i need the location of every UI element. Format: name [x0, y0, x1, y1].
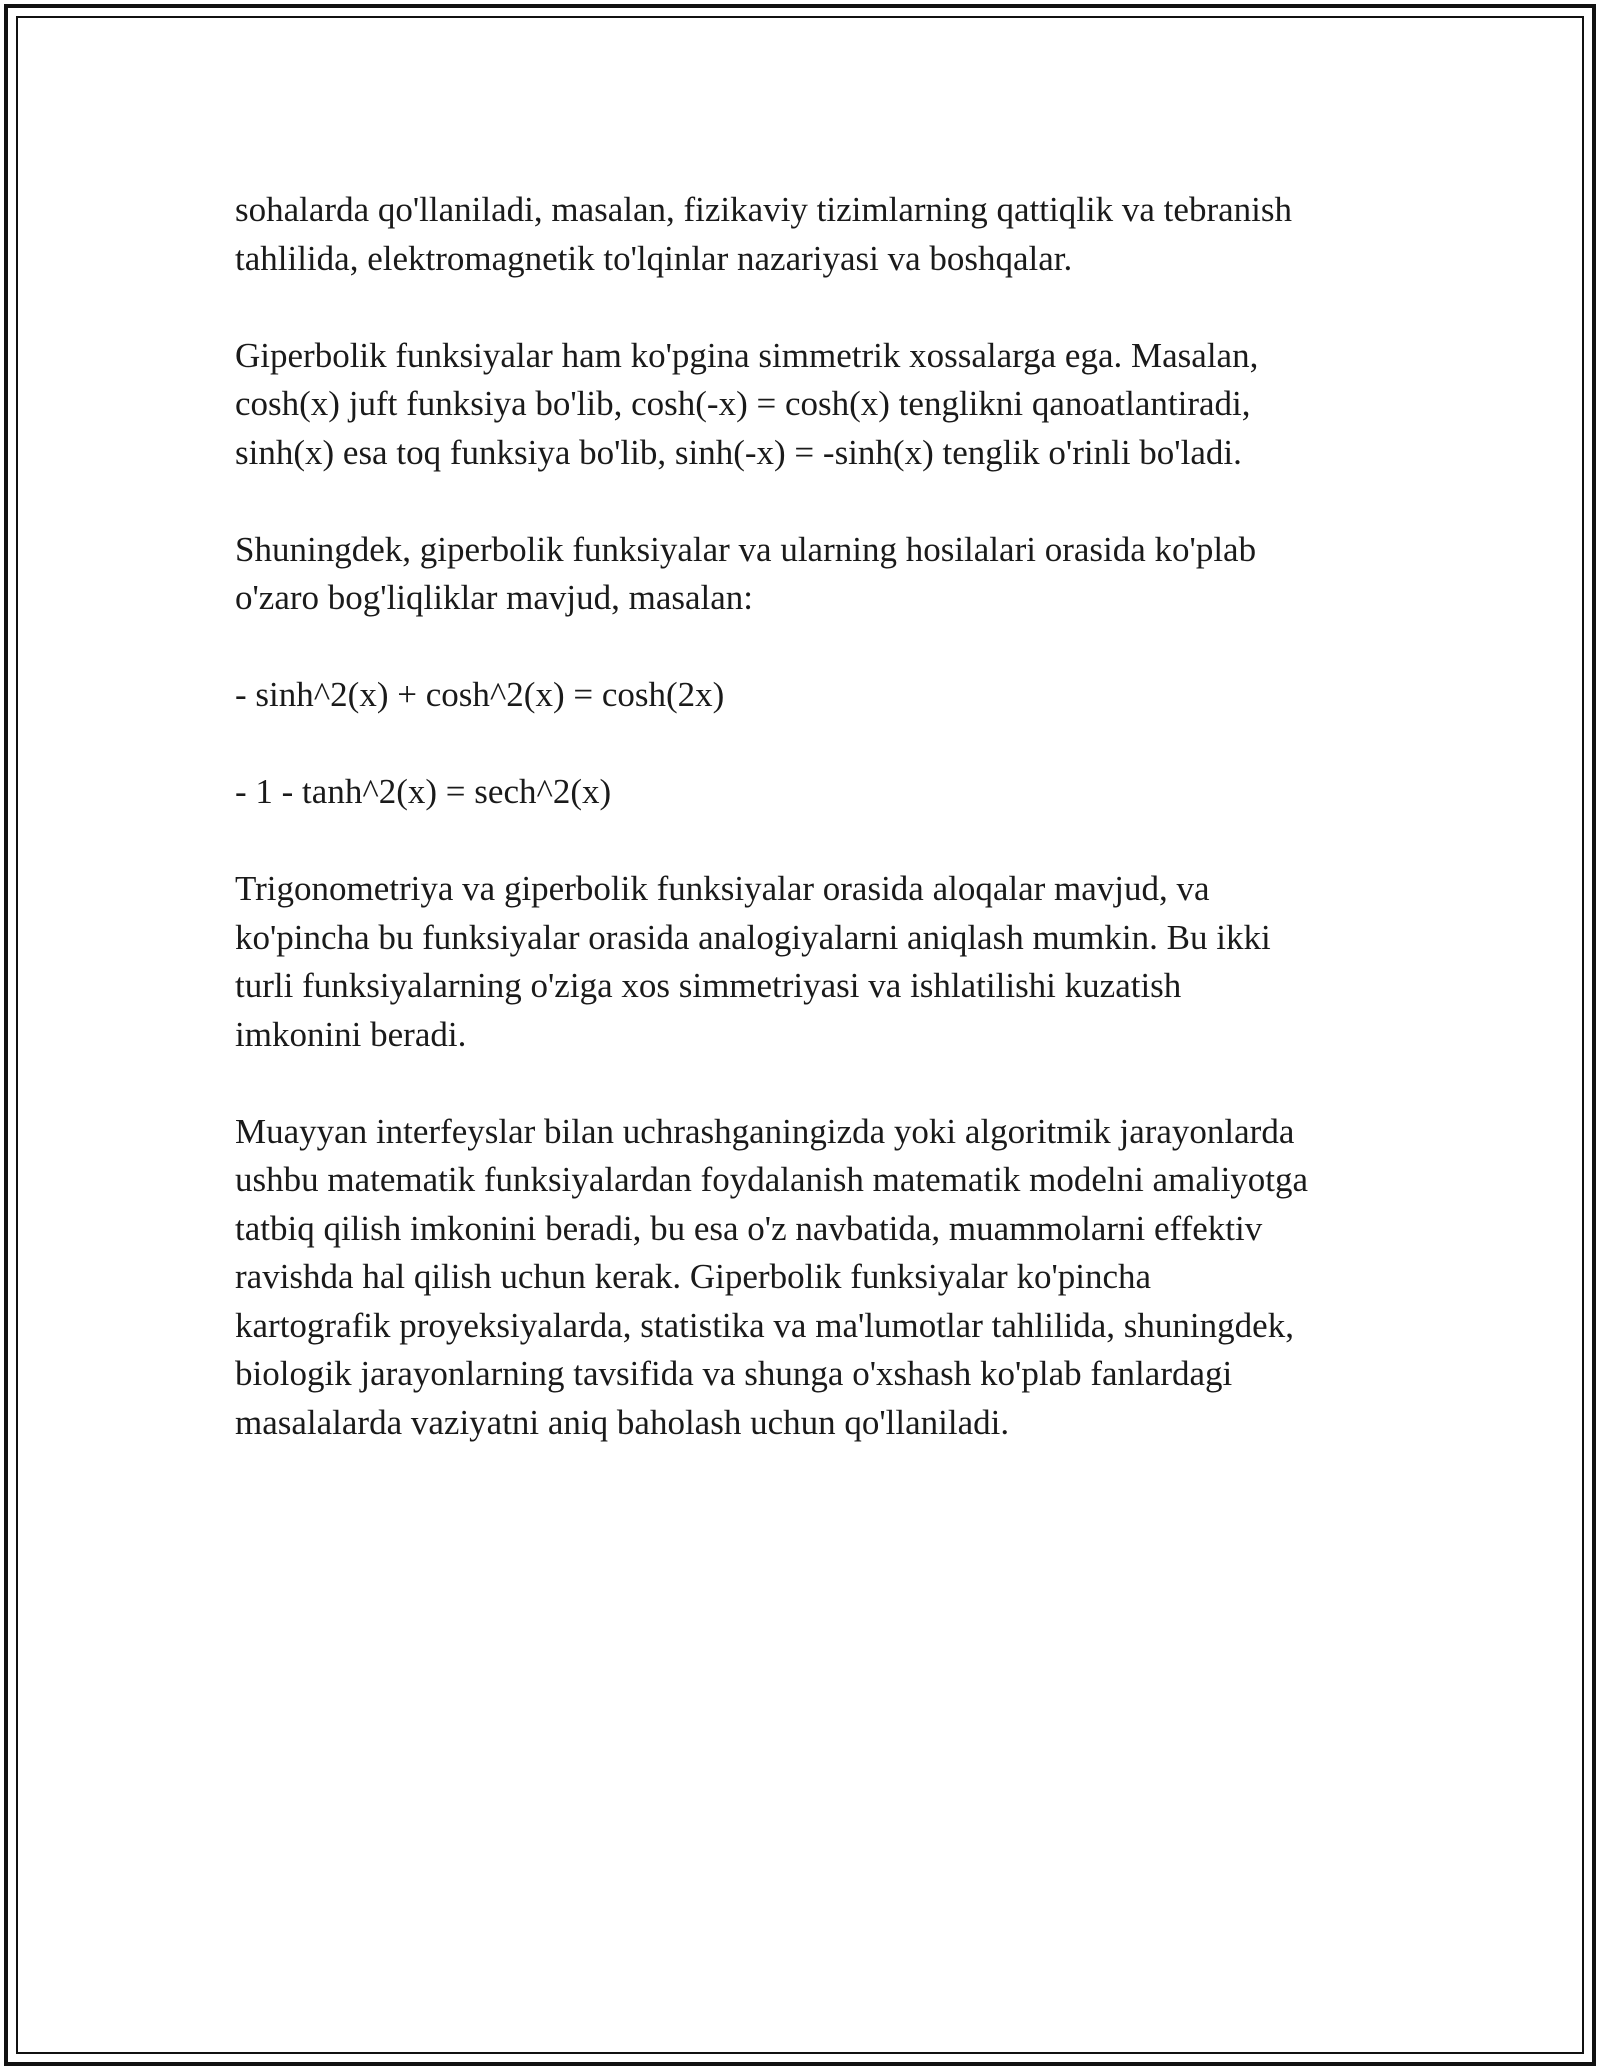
text-line: ko'pincha bu funksiyalar orasida analogiyalarni aniqlash mumkin. Bu ikki — [235, 917, 1271, 957]
text-line: cosh(x) juft funksiya bo'lib, cosh(-x) = cosh(x) tenglikni qanoatlantiradi, — [235, 384, 1251, 423]
text-line: Shuningdek, giperbolik funksiyalar va ularning hosilalari orasida ko'plab — [235, 529, 1257, 569]
text-line: kartografik proyeksiyalarda, statistika va ma'lumotlar tahlilida, shuningdek, — [235, 1305, 1294, 1345]
text-line: masalalarda vaziyatni aniq baholash uchun qo'llaniladi. — [235, 1402, 1010, 1442]
formula-2 — [235, 768, 1375, 817]
text-line: ushbu matematik funksiyalardan foydalanish matematik modelni amaliyotga — [235, 1160, 1309, 1199]
text-line: sohalarda qo'llaniladi, masalan, fizikaviy tizimlarning qattiqlik va tebranish — [235, 190, 1292, 229]
text-line: Trigonometriya va giperbolik funksiyalar orasida aloqalar mavjud, va — [235, 869, 1210, 908]
paragraph-5 — [235, 1108, 1375, 1448]
paragraph-1 — [235, 186, 1375, 283]
paragraph-2 — [235, 332, 1375, 478]
text-line: imkonini beradi. — [235, 1014, 467, 1054]
formula-line: - 1 - tanh^2(x) = sech^2(x) — [235, 772, 612, 811]
text-line: turli funksiyalarning o'ziga xos simmetriyasi va ishlatilishi kuzatish — [235, 966, 1182, 1005]
document-body — [235, 186, 1375, 1496]
text-line: Giperbolik funksiyalar ham ko'pgina simmetrik xossalarga ega. Masalan, — [235, 335, 1259, 375]
paragraph-4 — [235, 865, 1375, 1059]
paragraph-3 — [235, 526, 1375, 623]
text-line: o'zaro bog'liqliklar mavjud, masalan: — [235, 578, 754, 617]
text-line: ravishda hal qilish uchun kerak. Giperbolik funksiyalar ko'pincha — [235, 1257, 1152, 1296]
text-line: sinh(x) esa toq funksiya bo'lib, sinh(-x) = -sinh(x) tenglik o'rinli bo'ladi. — [235, 432, 1242, 472]
text-line: tahlilida, elektromagnetik to'lqinlar nazariyasi va boshqalar. — [235, 238, 1073, 278]
formula-1 — [235, 671, 1375, 720]
text-line: Muayyan interfeyslar bilan uchrashganingizda yoki algoritmik jarayonlarda — [235, 1111, 1295, 1151]
text-line: biologik jarayonlarning tavsifida va shunga o'xshash ko'plab fanlardagi — [235, 1354, 1233, 1393]
text-line: tatbiq qilish imkonini beradi, bu esa o'z navbatida, muammolarni effektiv — [235, 1208, 1263, 1248]
formula-line: - sinh^2(x) + cosh^2(x) = cosh(2x) — [235, 675, 725, 714]
